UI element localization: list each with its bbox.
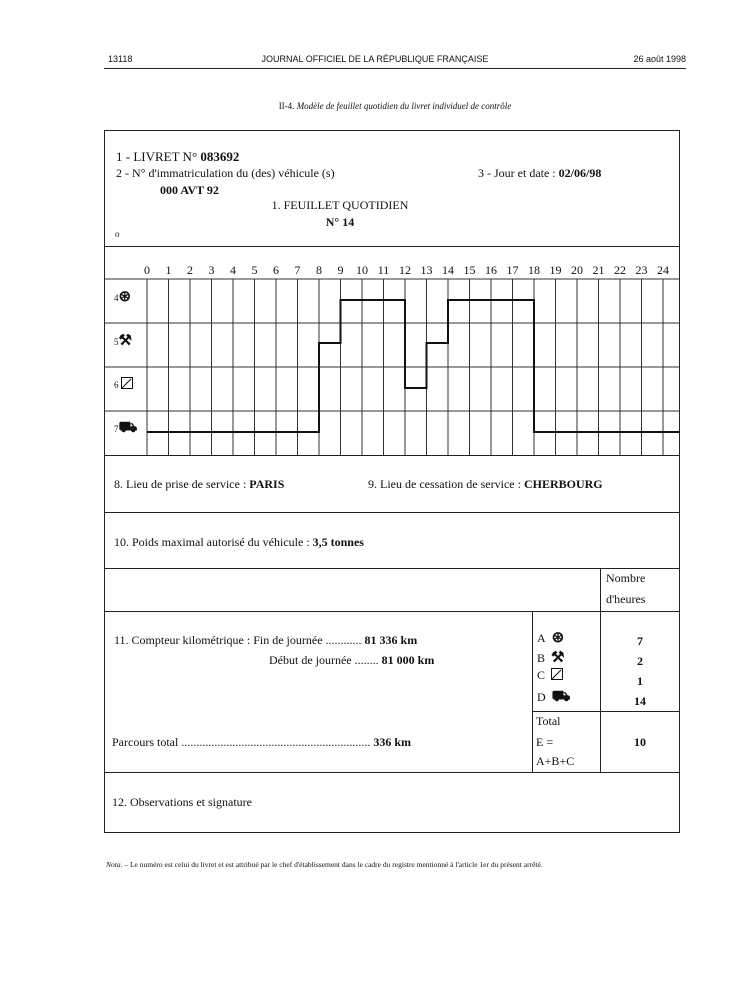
- hour-tick-label: 15: [463, 263, 476, 277]
- compteur-debut: [269, 653, 434, 668]
- compteur-fin: [114, 633, 417, 648]
- debut-label: Début de journée: [269, 653, 352, 667]
- feuillet-number: N° 14: [325, 215, 355, 229]
- nota: [106, 860, 696, 869]
- hour-tick-label: 24: [657, 263, 669, 277]
- row-number: 7: [114, 424, 119, 434]
- poids-value: 3,5 tonnes: [312, 535, 364, 549]
- hour-tick-label: 14: [442, 263, 454, 277]
- steering-wheel-icon: ⊛: [551, 630, 565, 646]
- nota-label: Nota.: [106, 860, 123, 869]
- summary-hours: 2: [637, 654, 643, 668]
- caption-number: II-4.: [278, 101, 295, 111]
- summary-letter-row: [537, 648, 564, 667]
- nota-text: – Le numéro est celui du livret et est attribué par le chef d'établissement dans le cadre du registre mentionné à l'article 1er du présent arrêté.: [124, 860, 543, 869]
- hour-tick-label: 7: [294, 263, 301, 277]
- lieu-cessation-value: CHERBOURG: [523, 477, 603, 491]
- page-number: 13118: [108, 54, 133, 64]
- summary-letter-row: [537, 688, 571, 707]
- crossed-box-icon: [551, 668, 563, 680]
- row-label: [114, 287, 131, 306]
- hour-tick-label: 3: [208, 263, 215, 277]
- letters-column-divider: [532, 611, 533, 772]
- immat-value: 000 AVT 92: [160, 183, 219, 197]
- observations-label: 12. Observations et signature: [112, 795, 252, 809]
- hour-tick-label: 0: [144, 263, 150, 277]
- summary-letter: A: [537, 631, 546, 645]
- section-divider: [104, 568, 680, 569]
- livret-number: 083692: [200, 149, 240, 164]
- nombre-label: Nombre: [606, 571, 646, 585]
- activity-line: [147, 300, 680, 432]
- hour-tick-label: 19: [549, 263, 562, 277]
- hour-tick-label: 22: [614, 263, 626, 277]
- row-number: 4: [114, 293, 119, 303]
- lieu-prise-label: 8. Lieu de prise de service :: [114, 477, 247, 491]
- hour-tick-label: 18: [528, 263, 540, 277]
- summary-letter: D: [537, 690, 546, 704]
- lieu-prise: [114, 477, 284, 492]
- hammers-icon: ⚒: [118, 333, 132, 349]
- total-value: 10: [634, 735, 646, 749]
- total-formula-e: E =: [536, 735, 554, 749]
- total-label: Total: [536, 714, 561, 728]
- date-value: 02/06/98: [558, 166, 602, 180]
- row-number: 6: [114, 380, 119, 390]
- bed-icon: ⛟: [551, 689, 571, 705]
- immat-label: 2 - N° d'immatriculation du (des) véhicule (s): [116, 166, 335, 180]
- section-divider: [104, 772, 680, 773]
- date-label: 3 - Jour et date :: [478, 166, 556, 180]
- summary-letter: C: [537, 668, 546, 682]
- caption-text: Modèle de feuillet quotidien du livret individuel de contrôle: [296, 101, 512, 111]
- poids: [114, 535, 364, 550]
- parcours-label: Parcours total: [112, 735, 179, 749]
- small-mark: o: [115, 229, 120, 239]
- compteur-dots: ............: [325, 633, 362, 647]
- hour-tick-label: 13: [420, 263, 433, 277]
- lieu-cessation: [368, 477, 603, 492]
- row-number: 5: [114, 337, 119, 347]
- hour-tick-label: 16: [485, 263, 497, 277]
- hour-tick-label: 4: [230, 263, 236, 277]
- feuillet-title: 1. FEUILLET QUOTIDIEN: [271, 198, 409, 212]
- hour-tick-label: 8: [316, 263, 322, 277]
- hour-tick-label: 11: [377, 263, 390, 277]
- journal-title: JOURNAL OFFICIEL DE LA RÉPUBLIQUE FRANÇAISE: [261, 54, 489, 64]
- hour-tick-label: 23: [635, 263, 648, 277]
- compteur-label: 11. Compteur kilométrique : Fin de journée: [114, 633, 323, 647]
- compteur-dots: ........: [354, 653, 379, 667]
- heures-label: d'heures: [606, 592, 646, 606]
- section-divider: [104, 455, 680, 456]
- hours-column-divider: [600, 568, 601, 772]
- debut-value: 81 000 km: [381, 653, 435, 667]
- hammers-icon: ⚒: [551, 650, 565, 666]
- hour-tick-label: 10: [356, 263, 368, 277]
- summary-letter-row: [537, 668, 563, 683]
- journal-date: 26 août 1998: [633, 54, 686, 64]
- hour-tick-label: 17: [506, 263, 519, 277]
- bed-icon: ⛟: [118, 420, 138, 436]
- hour-tick-label: 5: [251, 263, 258, 277]
- total-formula-sum: A+B+C: [536, 754, 575, 768]
- lieu-prise-value: PARIS: [249, 477, 285, 491]
- hour-tick-label: 21: [592, 263, 605, 277]
- hour-tick-label: 9: [337, 263, 344, 277]
- fin-value: 81 336 km: [364, 633, 418, 647]
- section-divider: [104, 611, 680, 612]
- steering-wheel-icon: ⊛: [118, 289, 132, 305]
- poids-label: 10. Poids maximal autorisé du véhicule :: [114, 535, 310, 549]
- hour-tick-label: 1: [165, 263, 172, 277]
- summary-hours: 7: [637, 634, 643, 648]
- section-divider: [104, 512, 680, 513]
- hour-tick-label: 2: [187, 263, 193, 277]
- livret-label: 1 - LIVRET N°: [116, 149, 198, 164]
- grid-lines: [104, 279, 680, 455]
- crossed-box-icon: [121, 377, 133, 389]
- hour-tick-label: 20: [571, 263, 583, 277]
- summary-letter-row: [537, 628, 564, 647]
- hour-tick-label: 12: [399, 263, 411, 277]
- total-divider: [532, 711, 680, 712]
- summary-hours: 14: [634, 694, 646, 708]
- hour-tick-label: 6: [273, 263, 279, 277]
- row-label: [114, 419, 137, 438]
- parcours-total: [112, 735, 411, 750]
- row-label: [114, 375, 133, 393]
- summary-letter: B: [537, 651, 546, 665]
- summary-hours: 1: [637, 674, 643, 688]
- lieu-cessation-label: 9. Lieu de cessation de service :: [368, 477, 521, 491]
- parcours-dots: ...............................................................: [181, 735, 371, 749]
- row-label: [114, 331, 132, 350]
- parcours-value: 336 km: [373, 735, 411, 749]
